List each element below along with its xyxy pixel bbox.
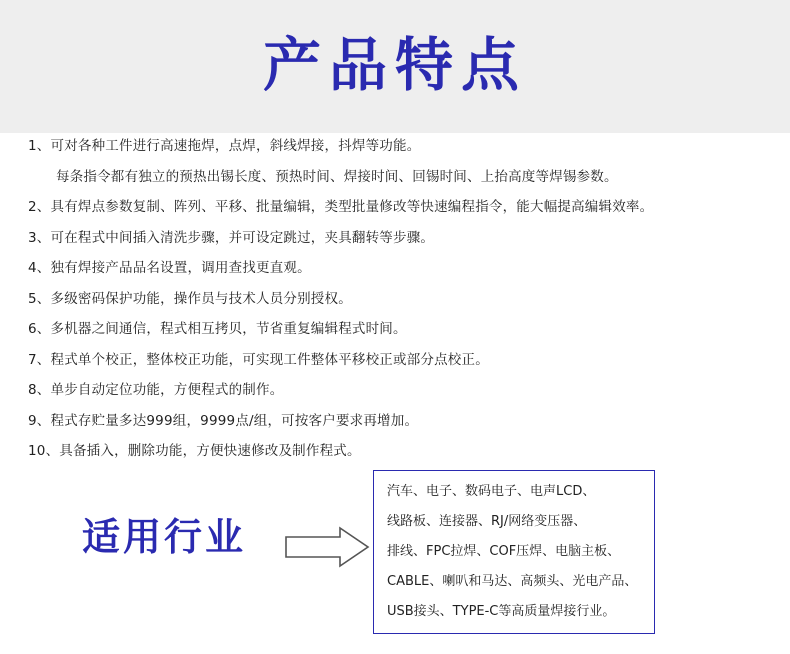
industry-line: 线路板、连接器、RJ/网络变压器、 (387, 514, 587, 529)
feature-item: 4、独有焊接产品品名设置，调用查找更直观。 (28, 260, 311, 276)
feature-item: 8、单步自动定位功能，方便程式的制作。 (28, 382, 284, 398)
industry-section (0, 460, 790, 650)
industry-line: 汽车、电子、数码电子、电声LCD、 (387, 484, 596, 499)
feature-item: 7、程式单个校正，整体校正功能，可实现工件整体平移校正或部分点校正。 (28, 351, 489, 368)
industry-box (373, 470, 655, 634)
feature-item: 6、多机器之间通信，程式相互拷贝，节省重复编辑程式时间。 (28, 321, 407, 337)
industry-line: CABLE、喇叭和马达、高频头、光电产品、 (387, 574, 638, 589)
page-title: 产品特点 (262, 30, 527, 99)
feature-list (0, 140, 790, 476)
feature-item: 5、多级密码保护功能，操作员与技术人员分别授权。 (28, 290, 352, 307)
feature-item: 10、具备插入，删除功能，方便快速修改及制作程式。 (28, 443, 361, 459)
feature-item: 1、可对各种工件进行高速拖焊，点焊，斜线焊接，抖焊等功能。 (28, 138, 421, 154)
right-arrow-icon (284, 526, 370, 568)
feature-item: 9、程式存贮量多达999组，9999点/组，可按客户要求再增加。 (28, 412, 419, 429)
feature-item: 每条指令都有独立的预热出锡长度、预热时间、焊接时间、回锡时间、上抬高度等焊锡参数。 (56, 168, 618, 185)
feature-item: 2、具有焊点参数复制、阵列、平移、批量编辑，类型批量修改等快速编程指令，能大幅提高编辑效率。 (28, 199, 654, 215)
industry-line: 排线、FPC拉焊、COF压焊、电脑主板、 (387, 544, 621, 559)
feature-item: 3、可在程式中间插入清洗步骤，并可设定跳过，夹具翻转等步骤。 (28, 229, 435, 246)
industry-line: USB接头、TYPE-C等高质量焊接行业。 (387, 604, 616, 619)
industry-label: 适用行业 (82, 515, 247, 559)
